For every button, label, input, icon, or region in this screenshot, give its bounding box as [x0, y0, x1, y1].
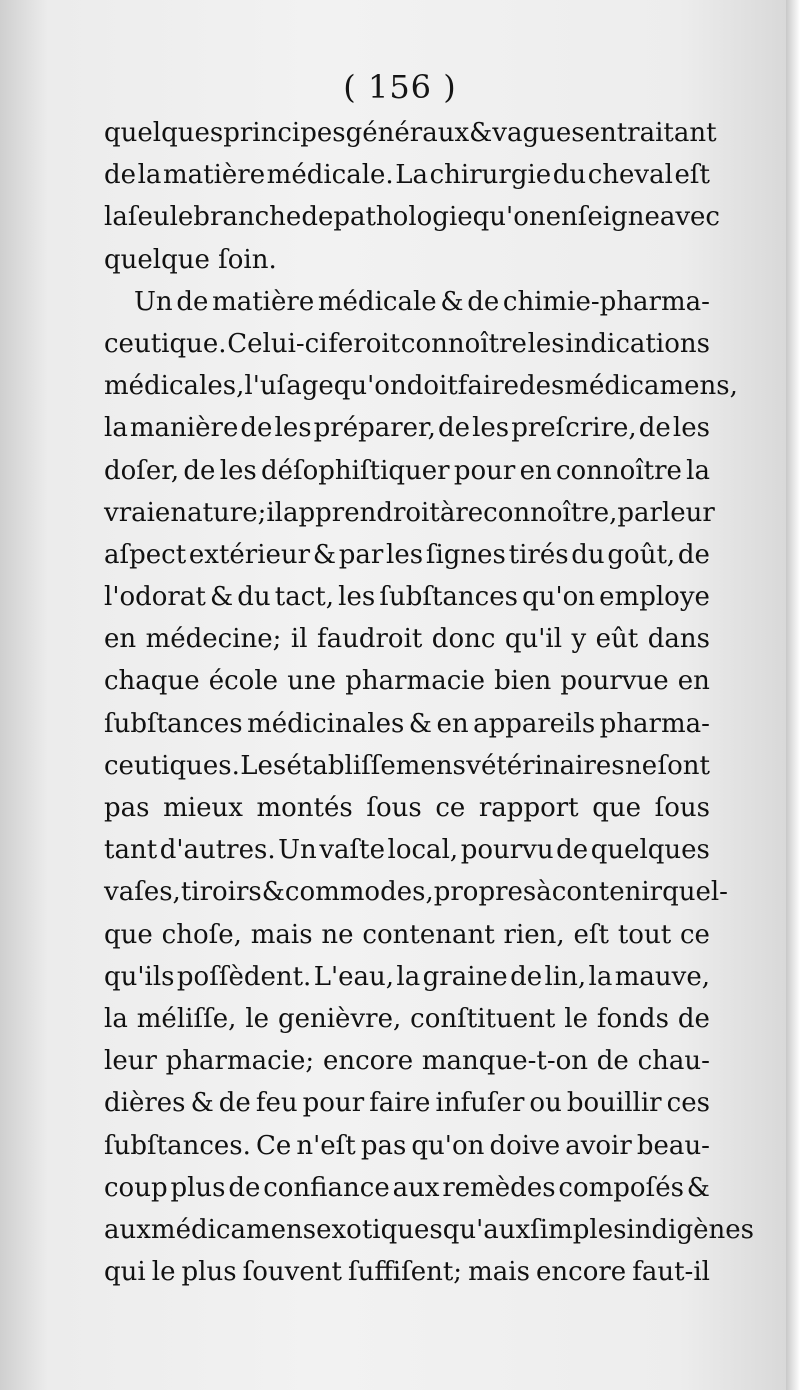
text-line: [104, 576, 710, 618]
word: vraie: [104, 497, 171, 528]
word: ne: [321, 919, 354, 950]
word: doit: [406, 371, 458, 402]
word: &: [440, 286, 464, 317]
word: par: [617, 497, 662, 528]
word: du: [552, 160, 587, 191]
word: infuſer: [435, 1088, 525, 1119]
word: les: [472, 413, 510, 444]
word: ceutiques.: [104, 750, 240, 781]
word: qu'aux: [442, 1214, 531, 1245]
text-line: [104, 1125, 710, 1167]
word: ce: [680, 919, 710, 950]
word: en: [104, 624, 137, 655]
word: chaque: [104, 666, 200, 697]
word: tout: [617, 919, 672, 950]
word: de: [437, 413, 471, 444]
word: nature;: [170, 497, 267, 528]
word: école: [208, 666, 279, 697]
word: L'eau,: [313, 961, 395, 992]
text-line: [104, 914, 710, 956]
word: contenant: [362, 919, 495, 950]
word: y: [571, 624, 587, 655]
word: les: [527, 328, 565, 359]
word: bouillir: [566, 1088, 662, 1119]
word: ces: [666, 1088, 710, 1119]
word: pathologie: [333, 202, 473, 233]
word: faudroit: [316, 624, 423, 655]
word: poſſèdent.: [176, 961, 312, 992]
word: encore: [322, 1046, 414, 1077]
word: preſcrire,: [511, 413, 637, 444]
word: par: [338, 539, 384, 570]
word: les: [338, 582, 376, 613]
word: goût,: [607, 539, 676, 570]
word: en: [677, 666, 710, 697]
word: matière: [162, 160, 266, 191]
word: Un: [134, 286, 173, 317]
text-line: [104, 112, 717, 154]
word: eſt: [674, 160, 710, 191]
word: quelques: [104, 118, 224, 148]
word: quel-: [662, 877, 728, 908]
word: eſt: [573, 919, 609, 950]
word: beau-: [636, 1130, 710, 1161]
word: médicamens: [150, 1214, 317, 1245]
word: ſimples: [530, 1214, 627, 1245]
word: Un: [278, 835, 317, 866]
word: tiroirs: [180, 877, 262, 908]
word: La: [395, 160, 429, 191]
text-line: [104, 196, 720, 238]
word: ſubſtances.: [104, 1130, 251, 1161]
word: faire: [369, 1088, 431, 1119]
word: qu'on: [522, 582, 596, 613]
word: méliſſe,: [136, 1003, 237, 1034]
word: avec: [659, 202, 720, 233]
word: plus: [181, 1257, 237, 1288]
word: qui: [104, 1257, 146, 1288]
word: des: [519, 371, 565, 402]
word: la: [104, 413, 128, 444]
word: qu'on: [333, 371, 407, 402]
text-line: [104, 745, 710, 787]
text-line: [104, 871, 728, 913]
word: médicale.: [266, 160, 394, 191]
word: pour: [453, 455, 516, 486]
text-line: [104, 323, 710, 365]
word: les: [386, 539, 424, 570]
word: tact,: [274, 582, 334, 613]
word: &: [686, 1172, 710, 1203]
word: de: [467, 286, 500, 317]
word: il: [290, 624, 308, 655]
word: de: [510, 961, 543, 992]
word: quelques: [590, 835, 710, 866]
word: qu'on: [411, 1130, 485, 1161]
word: le: [245, 1003, 270, 1034]
word: de: [183, 455, 216, 486]
word: ſubſtances: [104, 708, 243, 739]
word: dans: [647, 624, 710, 655]
text-line: [104, 1209, 754, 1251]
text-line: [104, 1251, 710, 1293]
text-line: [104, 956, 710, 998]
word: de: [677, 1003, 710, 1034]
word: préparer,: [313, 413, 436, 444]
word: chau-: [637, 1046, 710, 1077]
page-edge: [786, 0, 800, 1390]
word: indications: [565, 328, 710, 359]
word: conſtituent: [410, 1003, 556, 1034]
word: que: [104, 919, 153, 950]
word: extérieur: [188, 539, 311, 570]
word: rapport: [478, 793, 579, 823]
word: matière: [212, 286, 315, 317]
word: eût: [595, 624, 639, 655]
word: feroit: [328, 328, 401, 359]
word: propres: [433, 877, 537, 908]
text-line: [104, 1040, 710, 1082]
word: chirurgie: [429, 160, 552, 191]
word: déſophiſtiquer: [260, 455, 450, 486]
word: confiance: [263, 1172, 390, 1203]
word: appareils: [473, 708, 596, 739]
word: tirés: [508, 539, 569, 570]
word: pas: [104, 793, 150, 823]
word: cheval: [587, 160, 673, 191]
text-line: [104, 998, 710, 1040]
text-line: [104, 534, 710, 576]
word: médicales,: [104, 371, 245, 402]
word: de: [176, 286, 209, 317]
word: pas: [360, 1130, 407, 1161]
word: ou: [529, 1088, 562, 1119]
text-line: [104, 829, 710, 871]
word: de: [677, 539, 710, 570]
word: tant: [104, 835, 158, 866]
word: bien: [494, 666, 552, 697]
word: connoître: [555, 455, 682, 486]
word: aſpect: [104, 539, 187, 570]
word: genièvre,: [277, 1003, 402, 1034]
word: pharmacie;: [165, 1046, 315, 1077]
word: l'uſage: [244, 371, 334, 402]
word: à: [536, 877, 552, 908]
word: médicinales: [247, 708, 405, 739]
word: plus: [170, 1172, 226, 1203]
word: qu'il: [504, 624, 563, 655]
word: exotiques: [316, 1214, 443, 1245]
word: pharma-: [599, 708, 710, 739]
word: compoſés: [558, 1172, 684, 1203]
word: connoître: [400, 328, 527, 359]
word: vagues: [492, 118, 585, 148]
word: de: [218, 1088, 251, 1119]
word: il: [266, 497, 283, 528]
word: ſuffiſent;: [347, 1257, 463, 1288]
word: vaſte: [319, 835, 385, 866]
word: de: [638, 413, 671, 444]
word: d'autres.: [159, 835, 276, 866]
word: ſous: [654, 793, 710, 823]
word: mauve,: [614, 961, 710, 992]
text-line: [104, 660, 710, 702]
word: chimie-pharma-: [502, 286, 710, 317]
word: le: [564, 1003, 588, 1034]
word: avoir: [565, 1130, 632, 1161]
word: n'eſt: [296, 1130, 356, 1161]
word: indigènes: [626, 1214, 754, 1245]
word: à: [439, 497, 456, 528]
word: pourvu: [460, 835, 554, 866]
word: &: [312, 539, 336, 570]
word: reconnoître,: [455, 497, 618, 528]
word: fonds: [596, 1003, 669, 1034]
word: feu: [255, 1088, 298, 1119]
word: les: [672, 413, 710, 444]
word: contenir: [551, 877, 663, 908]
word: choſe,: [161, 919, 242, 950]
word: donc: [431, 624, 496, 655]
word: de: [228, 1172, 261, 1203]
word: faut-il: [632, 1257, 710, 1288]
word: ne: [624, 750, 658, 781]
text-line: [104, 281, 710, 323]
word: quelque: [104, 244, 219, 275]
word: montés: [256, 793, 353, 823]
word: une: [287, 666, 337, 697]
word: commodes,: [284, 877, 434, 908]
word: pour: [302, 1088, 365, 1119]
word: la: [588, 961, 613, 992]
word: principes: [223, 118, 346, 148]
word: la: [104, 202, 128, 233]
word: enſeigne: [545, 202, 660, 233]
word: lin,: [544, 961, 587, 992]
word: ce: [435, 793, 466, 823]
word: de: [596, 1046, 629, 1077]
word: mieux: [163, 793, 243, 823]
word: la: [104, 1003, 128, 1034]
word: &: [408, 708, 432, 739]
word: remèdes: [442, 1172, 556, 1203]
word: Ce: [255, 1130, 292, 1161]
text-line: [104, 492, 715, 534]
text-line: [104, 365, 738, 407]
word: qu'ils: [104, 961, 175, 992]
word: de: [556, 835, 589, 866]
body-text: [104, 112, 754, 1293]
word: branche: [193, 202, 302, 233]
word: établiſſemens: [286, 750, 466, 781]
word: l'odorat: [104, 582, 206, 613]
word: encore: [536, 1257, 627, 1288]
word: pourvue: [560, 666, 669, 697]
word: de: [301, 202, 334, 233]
word: &: [469, 118, 493, 148]
word: employe: [599, 582, 710, 613]
word: pharmacie: [345, 666, 485, 697]
word: vaſes,: [104, 877, 181, 908]
text-line: [104, 450, 710, 492]
word: la: [137, 160, 162, 191]
text-line: [104, 703, 710, 745]
word: ſignes: [425, 539, 506, 570]
word: &: [190, 1088, 214, 1119]
word: ſeule: [127, 202, 194, 233]
word: mais: [250, 919, 313, 950]
word: dières: [104, 1088, 186, 1119]
word: du: [237, 582, 271, 613]
word: médecine;: [145, 624, 282, 655]
word: manière: [129, 413, 239, 444]
text-line: [104, 239, 710, 281]
word: &: [261, 877, 285, 908]
word: aux: [392, 1172, 440, 1203]
word: ſoin.: [218, 244, 277, 275]
word: coup: [104, 1172, 168, 1203]
word: local,: [387, 835, 459, 866]
word: doive: [489, 1130, 561, 1161]
word: apprendroit: [282, 497, 440, 528]
word: en: [519, 455, 552, 486]
word: la: [686, 455, 710, 486]
word: aux: [104, 1214, 151, 1245]
word: rien,: [503, 919, 565, 950]
text-line: [104, 787, 710, 829]
word: ceutique.: [104, 328, 227, 359]
word: &: [209, 582, 234, 613]
word: leur: [104, 1046, 157, 1077]
word: que: [592, 793, 642, 823]
word: du: [571, 539, 605, 570]
text-line: [104, 1167, 710, 1209]
word: la: [396, 961, 421, 992]
word: ſouvent: [242, 1257, 342, 1288]
word: les: [219, 455, 257, 486]
word: de: [240, 413, 273, 444]
text-line: [104, 154, 710, 196]
word: faire: [457, 371, 520, 402]
word: manque-t-on: [421, 1046, 588, 1077]
word: les: [274, 413, 312, 444]
word: ſubſtances: [379, 582, 518, 613]
word: médicamens,: [564, 371, 738, 402]
text-line: [104, 407, 710, 449]
word: en: [436, 708, 469, 739]
word: vétérinaires: [466, 750, 625, 781]
text-line: [104, 618, 710, 660]
word: leur: [661, 497, 715, 528]
word: médicale: [317, 286, 437, 317]
word: le: [151, 1257, 176, 1288]
word: de: [104, 160, 137, 191]
word: doſer,: [104, 455, 180, 486]
word: graine: [422, 961, 508, 992]
word: ſont: [657, 750, 710, 781]
word: mais: [468, 1257, 530, 1288]
word: Celui-ci: [227, 328, 328, 359]
text-line: [104, 1082, 710, 1124]
word: qu'on: [472, 202, 546, 233]
word: traitant: [616, 118, 717, 148]
word: Les: [240, 750, 287, 781]
word: en: [584, 118, 617, 148]
word: ſous: [366, 793, 422, 823]
page-number: ( 156 ): [343, 68, 457, 106]
word: généraux: [345, 118, 470, 148]
